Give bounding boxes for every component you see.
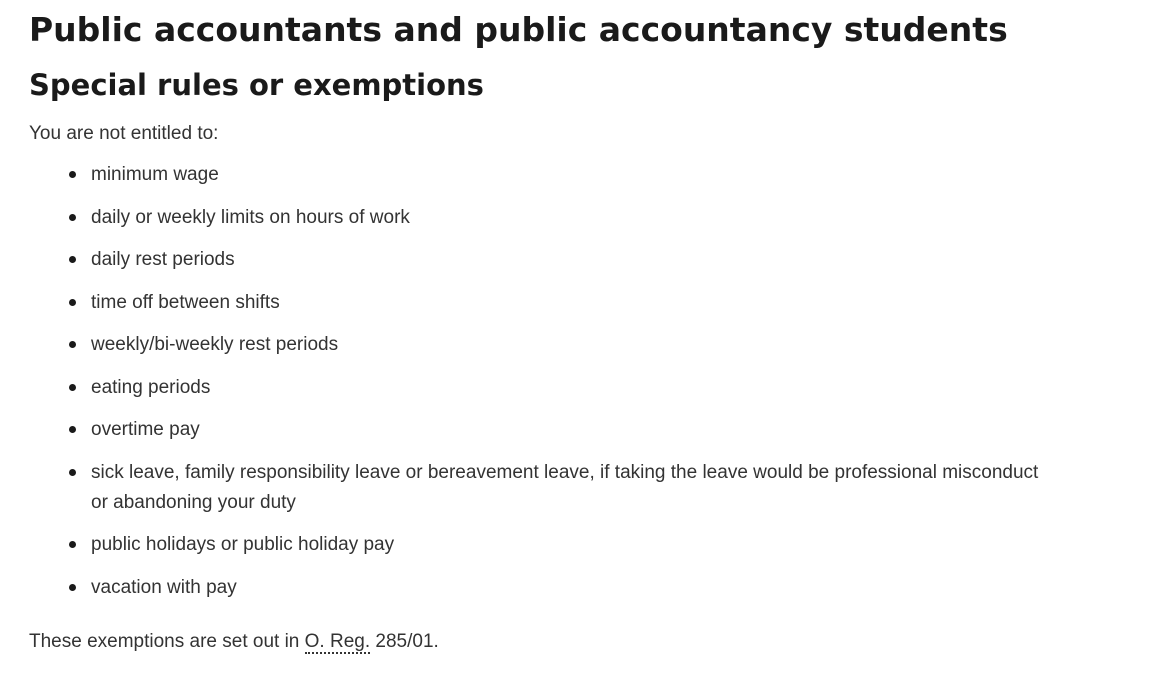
bullet-icon — [69, 256, 76, 263]
list-item — [29, 373, 1039, 403]
bullet-icon — [69, 584, 76, 591]
bullet-icon — [69, 426, 76, 433]
list-item-text: sick leave, family responsibility leave or bereavement leave, if taking the leave would be professional misconduct or abandoning your duty — [91, 461, 1039, 513]
list-item — [29, 573, 1039, 603]
list-item — [29, 330, 1039, 360]
list-item-text: daily rest periods — [91, 249, 235, 270]
list-item — [29, 415, 1039, 445]
list-item — [29, 245, 1039, 275]
intro-text: You are not entitled to: — [29, 123, 219, 144]
bullet-icon — [69, 214, 76, 221]
list-item — [29, 203, 1039, 233]
list-item — [29, 530, 1039, 560]
list-item-text: weekly/bi-weekly rest periods — [91, 334, 339, 355]
page-title: Public accountants and public accountancy students — [29, 10, 1008, 49]
regulation-note-prefix: These exemptions are set out in — [29, 631, 305, 652]
exemptions-list — [29, 160, 1039, 615]
list-item-text: overtime pay — [91, 419, 200, 440]
bullet-icon — [69, 341, 76, 348]
regulation-abbreviation[interactable]: O. Reg. — [304, 631, 371, 652]
regulation-number: 285/01. — [370, 631, 439, 652]
bullet-icon — [69, 469, 76, 476]
list-item-text: daily or weekly limits on hours of work — [91, 206, 410, 228]
list-item-text: vacation with pay — [91, 576, 237, 598]
list-item — [29, 288, 1039, 318]
bullet-icon — [69, 299, 76, 306]
list-item-text: time off between shifts — [91, 291, 280, 313]
bullet-icon — [69, 541, 76, 548]
list-item — [29, 160, 1039, 190]
list-item-text: eating periods — [91, 376, 211, 398]
bullet-icon — [69, 171, 76, 178]
regulation-note — [29, 629, 439, 655]
bullet-icon — [69, 384, 76, 391]
list-item — [29, 458, 1039, 518]
section-heading: Special rules or exemptions — [29, 68, 484, 102]
list-item-text: public holidays or public holiday pay — [91, 534, 395, 555]
list-item-text: minimum wage — [91, 164, 219, 185]
